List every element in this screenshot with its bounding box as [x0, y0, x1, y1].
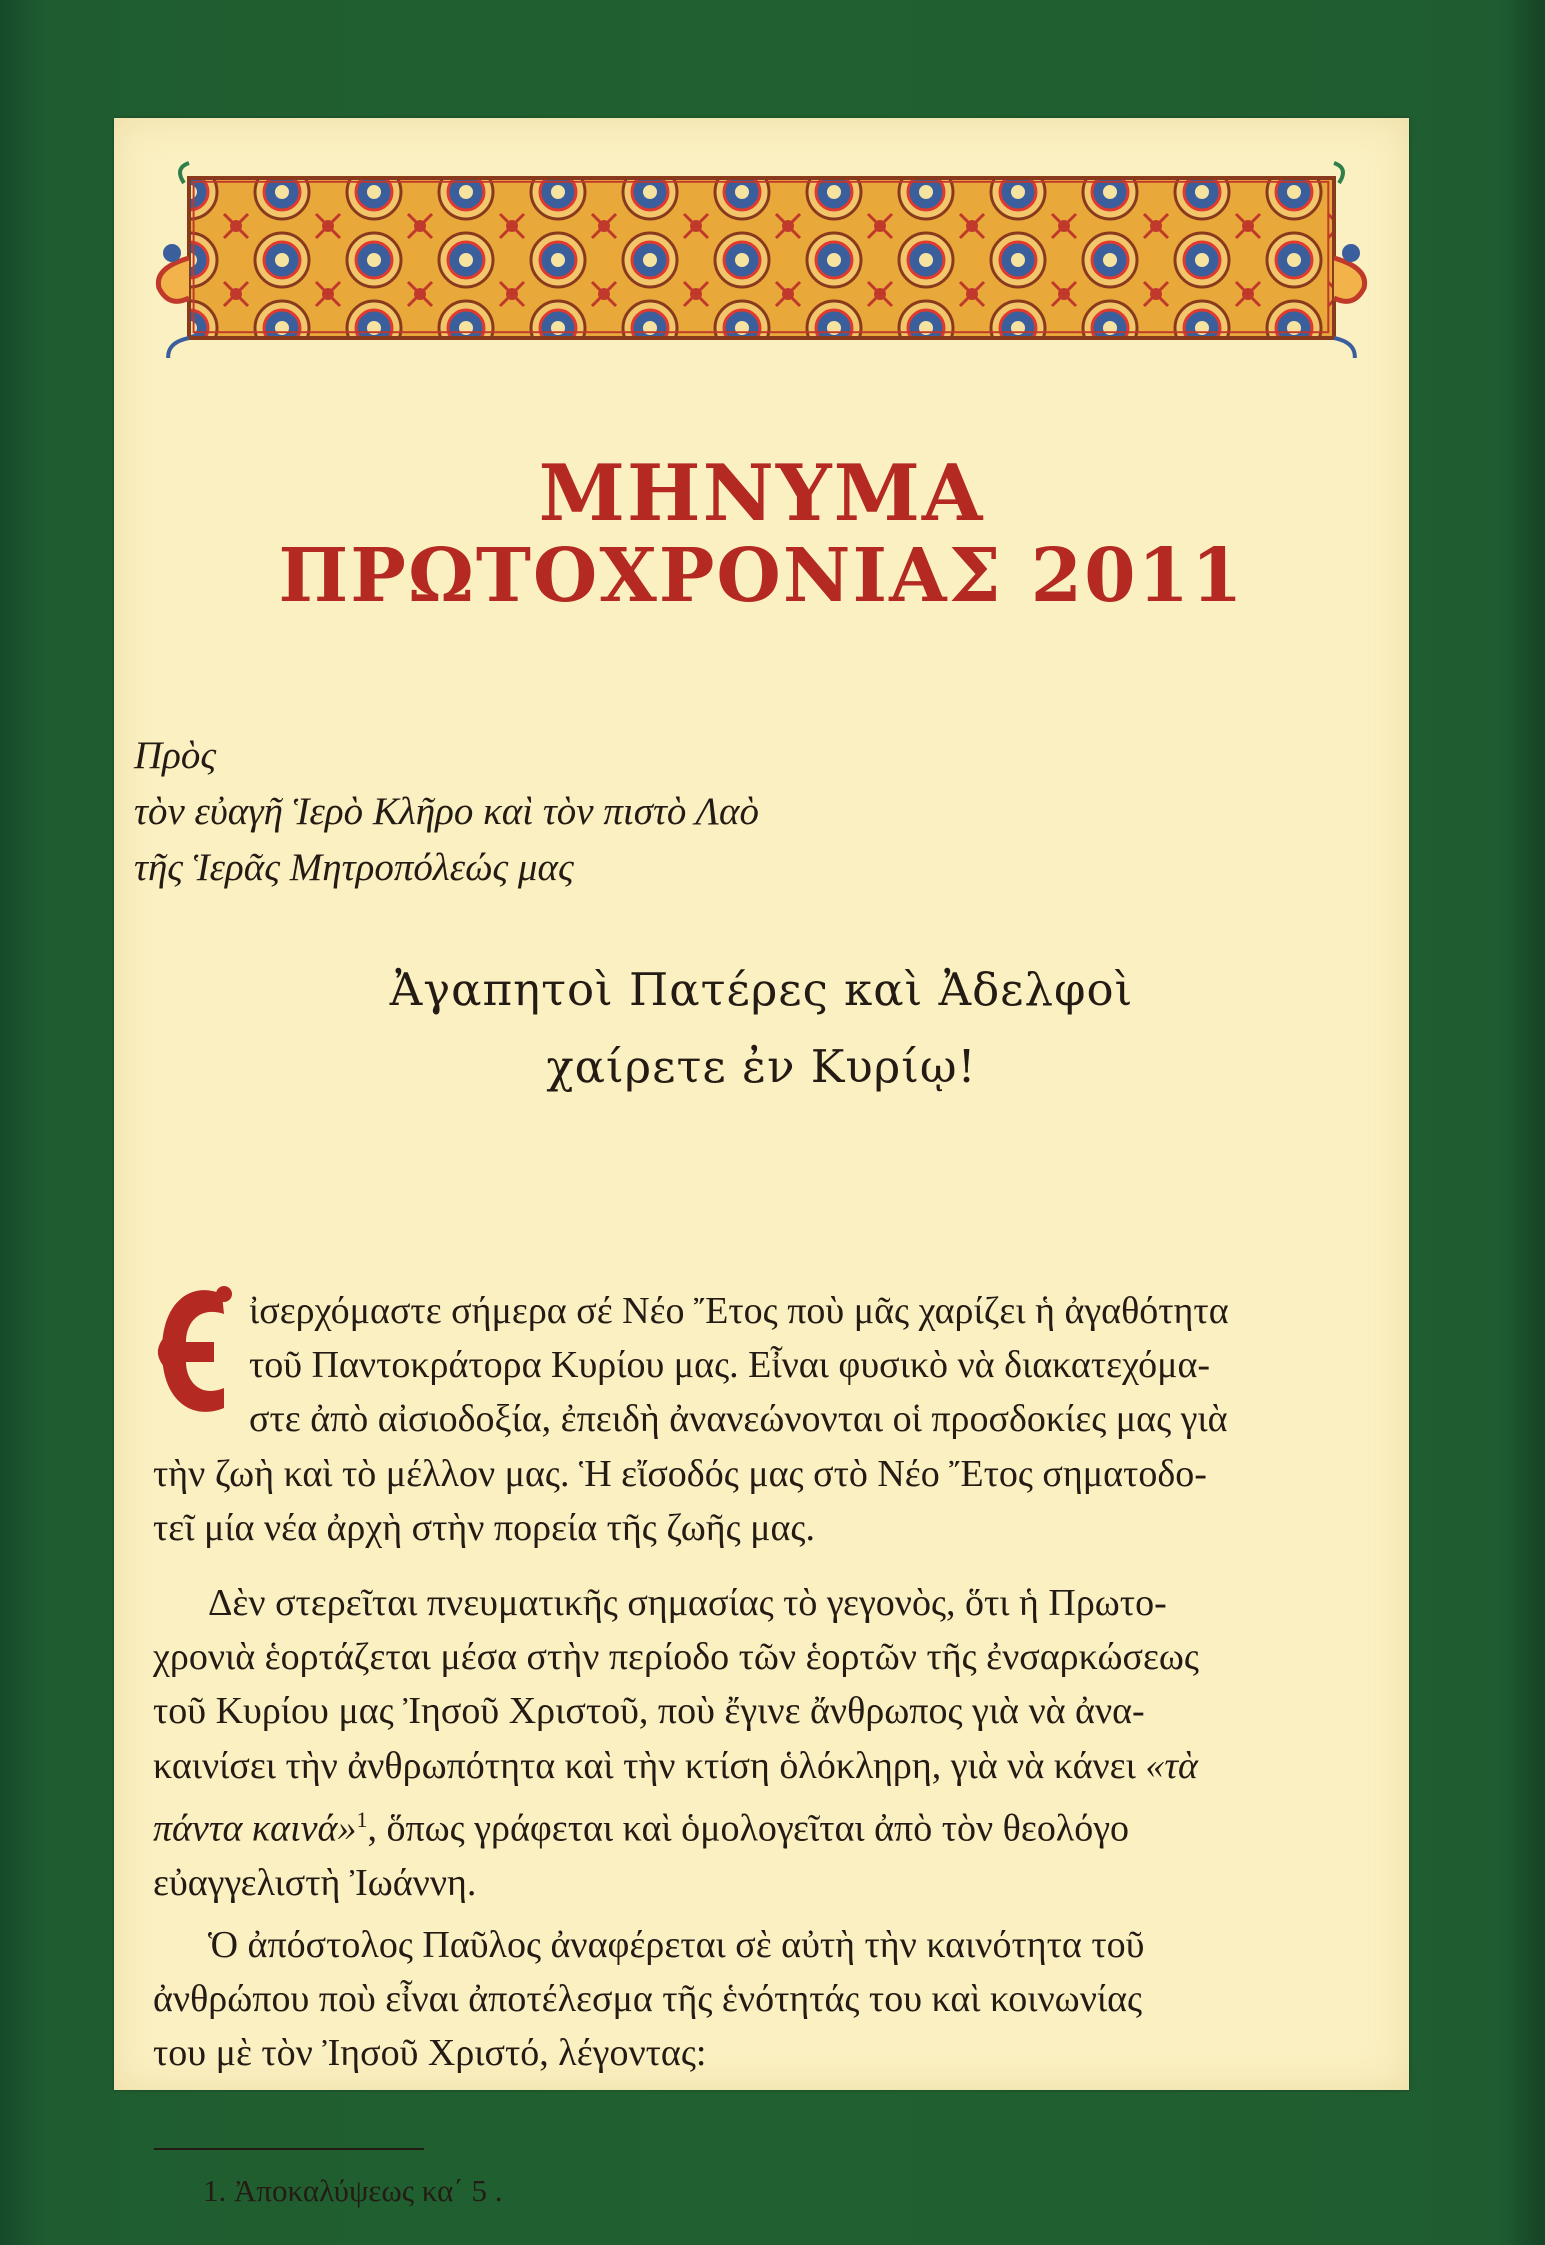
footnote-marker[interactable]: 1 [356, 1806, 368, 1832]
page-title-line-2: ΠΡΩΤΟΧΡΟΝΙΑΣ 2011 [278, 533, 1245, 619]
greeting-line-1: Ἀγαπητοὶ Πατέρες καὶ Ἀδελφοὶ [389, 963, 1134, 1016]
paragraph-line: του μὲ τὸν Ἰησοῦ Χριστό, λέγοντας: [153, 2032, 707, 2075]
address-line: Πρὸς [134, 734, 217, 777]
paragraph-text: καινίσει τὴν ἀνθρωπότητα καὶ τὴν κτίση ὁλόκληρη, γιὰ νὰ κάνει [153, 1744, 1136, 1787]
paragraph-line: εὐαγγελιστὴ Ἰωάννη. [153, 1861, 477, 1904]
paragraph-line: τοῦ Κυρίου μας Ἰησοῦ Χριστοῦ, ποὺ ἔγινε ἄνθρωπος γιὰ νὰ ἀνα- [153, 1690, 1145, 1733]
paragraph-line: τεῖ μία νέα ἀρχὴ στὴν πορεία τῆς ζωῆς μας. [153, 1506, 815, 1549]
paragraph-line: τοῦ Παντοκράτορα Κυρίου μας. Εἶναι φυσικὸ νὰ διακατεχόμα- [249, 1344, 1211, 1387]
document-page [114, 118, 1409, 2208]
paragraph-text: , ὅπως γράφεται καὶ ὁμολογεῖται ἀπὸ τὸν θεολόγο [367, 1807, 1130, 1850]
paragraph-1 [153, 1284, 1373, 1555]
footnote-divider [154, 2148, 424, 2150]
page-title-line-1: ΜΗΝΥΜΑ [538, 448, 985, 539]
paragraph-line: Ὁ ἀπόστολος Παῦλος ἀναφέρεται σὲ αὐτὴ τὴν καινότητα τοῦ [208, 1924, 1145, 1966]
paragraph-line: ἰσερχόμαστε σήμερα σέ Νέο Ἔτος ποὺ μᾶς χαρίζει ἡ ἀγαθότητα [249, 1290, 1229, 1332]
quote-text: πάντα καινά» [153, 1807, 357, 1850]
paragraph-2 [153, 1576, 1373, 1910]
paragraph-3 [153, 1918, 1373, 2081]
quote-text: «τὰ [1145, 1744, 1198, 1787]
paragraph-line: τὴν ζωὴ καὶ τὸ μέλλον μας. Ἡ εἴσοδός μας στὸ Νέο Ἔτος σηματοδο- [153, 1452, 1207, 1495]
address-line: τῆς Ἱερᾶς Μητροπόλεώς μας [134, 846, 574, 889]
paragraph-line: ἀνθρώπου ποὺ εἶναι ἀποτέλεσμα τῆς ἑνότητάς του καὶ κοινωνίας [153, 1978, 1143, 2021]
salutation-address [134, 728, 1334, 896]
paragraph-line [153, 1739, 1373, 1793]
paragraph-line: χρονιὰ ἑορτάζεται μέσα στὴν περίοδο τῶν ἑορτῶν τῆς ἐνσαρκώσεως [153, 1636, 1199, 1679]
paragraph-line [153, 1793, 1373, 1856]
address-line: τὸν εὐαγῆ Ἱερὸ Κλῆρο καὶ τὸν πιστὸ Λαὸ [134, 790, 760, 833]
paragraph-line: Δὲν στερεῖται πνευματικῆς σημασίας τὸ γεγονὸς, ὅτι ἡ Πρωτο- [208, 1582, 1167, 1624]
footnote-text: 1. Ἀποκαλύψεως κα΄ 5 . [203, 2173, 503, 2208]
decorative-header-ornament [144, 158, 1379, 358]
greeting-line-2: χαίρετε ἐν Κυρίῳ! [546, 1040, 977, 1093]
paragraph-line: στε ἀπὸ αἰσιοδοξία, ἐπειδὴ ἀνανεώνονται οἱ προσδοκίες μας γιὰ [249, 1398, 1228, 1441]
